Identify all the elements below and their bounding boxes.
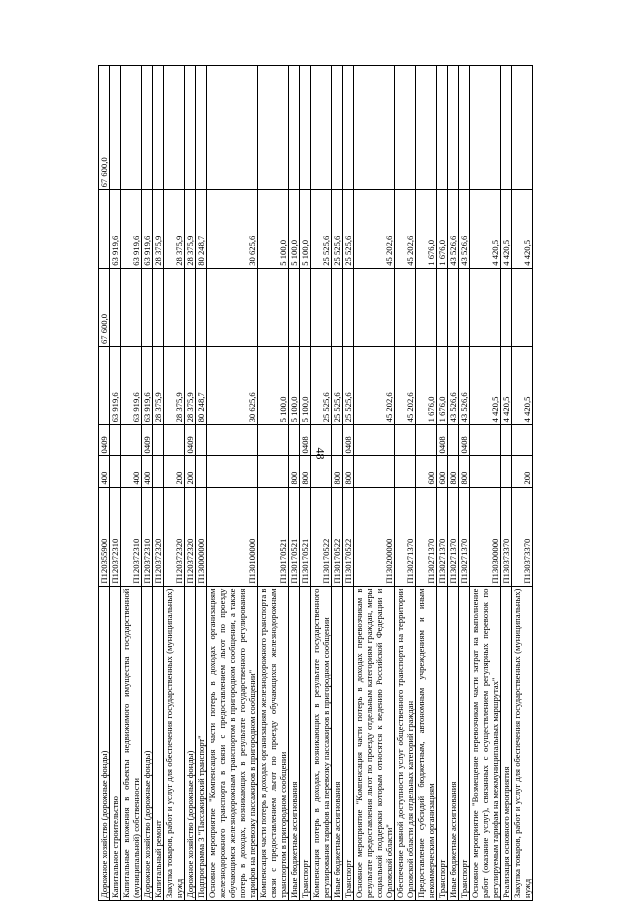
row-name-cell: Подпрограмма 3 "Пассажирский транспорт" xyxy=(196,586,207,900)
row-name-cell: Основное мероприятие "Возмещение перевозчикам части затрат на выполнение работ (оказание услуг), связанных с осуществлением регулярных перевозок по регулируемым тарифам на межмуниципальных маршрутах" xyxy=(470,586,501,900)
row-code-cell: П130271370 xyxy=(459,487,470,586)
row-code-cell: П120372310 xyxy=(110,487,121,586)
row-value4-cell xyxy=(153,66,164,190)
row-value4-cell xyxy=(185,66,196,190)
row-value4-cell xyxy=(354,66,395,190)
row-rz-cell xyxy=(395,425,416,456)
row-value3-cell: 63 919,6 xyxy=(142,190,153,268)
row-value2-cell xyxy=(416,268,437,346)
row-value1-cell: 1 676,0 xyxy=(416,347,437,425)
row-value4-cell xyxy=(311,66,332,190)
row-name-cell: Дорожное хозяйство (дорожные фонды) xyxy=(142,586,153,900)
row-name-cell: Иные бюджетные ассигнования xyxy=(448,586,459,900)
row-value2-cell xyxy=(258,268,289,346)
row-value4-cell xyxy=(343,66,354,190)
row-rz-cell xyxy=(354,425,395,456)
row-name-cell: Основное мероприятие "Компенсация части потерь в доходах перевозчикам в результате предоставления льгот по проезду отдельным категориям граждан, меры социальной поддержки которым относятся к ведению Российской Федерации и Орловской области" xyxy=(354,586,395,900)
table-row xyxy=(153,66,164,901)
row-rz-cell xyxy=(196,425,207,456)
budget-table-body xyxy=(99,66,533,901)
table-row xyxy=(416,66,437,901)
row-value3-cell: 80 248,7 xyxy=(196,190,207,268)
row-name-cell: Компенсация части потерь в доходах организациям железнодорожного транспорта в связи с предоставлением льгот по проезду обучающихся железнодорожным транспортом в пригородном сообщении xyxy=(258,586,289,900)
row-vr-cell xyxy=(207,456,258,487)
row-name-cell: Дорожное хозяйство (дорожные фонды) xyxy=(185,586,196,900)
row-value1-cell: 45 202,6 xyxy=(354,347,395,425)
row-value3-cell: 63 919,6 xyxy=(110,190,121,268)
table-row xyxy=(343,66,354,901)
row-name-cell: Транспорт xyxy=(300,586,311,900)
row-value4-cell xyxy=(459,66,470,190)
table-row xyxy=(395,66,416,901)
row-value2-cell xyxy=(121,268,142,346)
row-value4-cell xyxy=(110,66,121,190)
row-value2-cell xyxy=(289,268,300,346)
row-value2-cell xyxy=(153,268,164,346)
row-value1-cell: 63 919,6 xyxy=(142,347,153,425)
table-row xyxy=(289,66,300,901)
row-value1-cell: 4 420,5 xyxy=(470,347,501,425)
row-code-cell: П130200000 xyxy=(354,487,395,586)
row-value2-cell xyxy=(196,268,207,346)
row-name-cell: Предоставление субсидий бюджетным, автономным учреждениям и иным некоммерческим организациям xyxy=(416,586,437,900)
row-value2-cell xyxy=(448,268,459,346)
row-value2-cell xyxy=(470,268,501,346)
row-value4-cell xyxy=(207,66,258,190)
row-value3-cell: 63 919,6 xyxy=(121,190,142,268)
row-name-cell: Дорожное хозяйство (дорожные фонды) xyxy=(99,586,110,900)
row-vr-cell: 800 xyxy=(448,456,459,487)
row-value3-cell: 43 526,6 xyxy=(459,190,470,268)
row-vr-cell: 200 xyxy=(512,456,533,487)
row-value2-cell xyxy=(311,268,332,346)
row-value1-cell: 5 100,0 xyxy=(300,347,311,425)
row-vr-cell: 200 xyxy=(185,456,196,487)
row-value1-cell: 43 526,6 xyxy=(459,347,470,425)
row-rz-cell xyxy=(289,425,300,456)
row-rz-cell: 0409 xyxy=(99,425,110,456)
row-value2-cell xyxy=(354,268,395,346)
row-value4-cell xyxy=(164,66,185,190)
row-code-cell: П130170522 xyxy=(332,487,343,586)
row-rz-cell xyxy=(258,425,289,456)
table-row xyxy=(207,66,258,901)
row-value4-cell xyxy=(512,66,533,190)
row-value1-cell: 28 375,9 xyxy=(185,347,196,425)
row-vr-cell: 600 xyxy=(437,456,448,487)
row-vr-cell xyxy=(501,456,512,487)
row-name-cell: Основное мероприятие "Компенсация части потерь в доходах организациям железнодорожного транспорта в связи с предоставлением льгот по проезду обучающимся железнодорожным транспортом в пригородном сообщении, а также потерь в доходах, возникающих в результате государственного регулирования тарифов на перевозку пассажиров в пригородном сообщении" xyxy=(207,586,258,900)
row-rz-cell: 0409 xyxy=(185,425,196,456)
row-vr-cell xyxy=(311,456,332,487)
row-name-cell: Иные бюджетные ассигнования xyxy=(332,586,343,900)
row-value2-cell xyxy=(459,268,470,346)
row-name-cell: Иные бюджетные ассигнования xyxy=(289,586,300,900)
row-value3-cell: 45 202,6 xyxy=(354,190,395,268)
row-value4-cell xyxy=(121,66,142,190)
row-value2-cell xyxy=(332,268,343,346)
table-row xyxy=(121,66,142,901)
row-vr-cell: 800 xyxy=(343,456,354,487)
row-code-cell: П120372320 xyxy=(185,487,196,586)
table-row xyxy=(300,66,311,901)
row-rz-cell xyxy=(153,425,164,456)
row-name-cell: Капитальное строительство xyxy=(110,586,121,900)
row-value3-cell: 4 420,5 xyxy=(501,190,512,268)
row-value1-cell: 4 420,5 xyxy=(501,347,512,425)
row-rz-cell xyxy=(311,425,332,456)
row-vr-cell: 800 xyxy=(459,456,470,487)
row-vr-cell xyxy=(258,456,289,487)
table-row xyxy=(258,66,289,901)
row-value4-cell xyxy=(258,66,289,190)
row-rz-cell: 0408 xyxy=(437,425,448,456)
row-rz-cell: 0409 xyxy=(142,425,153,456)
row-vr-cell xyxy=(395,456,416,487)
row-name-cell: Закупка товаров, работ и услуг для обеспечения государственных (муниципальных) нужд xyxy=(164,586,185,900)
row-value2-cell xyxy=(142,268,153,346)
row-value1-cell: 63 919,6 xyxy=(110,347,121,425)
row-code-cell: П120372320 xyxy=(164,487,185,586)
row-vr-cell: 400 xyxy=(121,456,142,487)
row-value1-cell: 25 525,6 xyxy=(332,347,343,425)
row-code-cell: П120372310 xyxy=(142,487,153,586)
row-value1-cell: 25 525,6 xyxy=(343,347,354,425)
row-code-cell: П130100000 xyxy=(207,487,258,586)
row-vr-cell: 600 xyxy=(416,456,437,487)
row-name-cell: Транспорт xyxy=(459,586,470,900)
row-value1-cell: 25 525,6 xyxy=(311,347,332,425)
row-value2-cell xyxy=(164,268,185,346)
table-row xyxy=(501,66,512,901)
row-value2-cell xyxy=(300,268,311,346)
row-vr-cell: 800 xyxy=(300,456,311,487)
row-value2-cell xyxy=(343,268,354,346)
row-value3-cell: 1 676,0 xyxy=(416,190,437,268)
row-value1-cell: 4 420,5 xyxy=(512,347,533,425)
row-code-cell: П130271370 xyxy=(437,487,448,586)
row-code-cell: П130170522 xyxy=(311,487,332,586)
row-value4-cell xyxy=(437,66,448,190)
row-value3-cell: 28 375,9 xyxy=(153,190,164,268)
row-rz-cell xyxy=(501,425,512,456)
row-value3-cell: 25 525,6 xyxy=(332,190,343,268)
row-value1-cell: 28 375,9 xyxy=(164,347,185,425)
table-row xyxy=(164,66,185,901)
row-value3-cell: 5 100,0 xyxy=(289,190,300,268)
row-vr-cell xyxy=(196,456,207,487)
row-rz-cell xyxy=(512,425,533,456)
row-value4-cell xyxy=(289,66,300,190)
row-value2-cell xyxy=(207,268,258,346)
row-value3-cell: 43 526,6 xyxy=(448,190,459,268)
row-code-cell: П130271370 xyxy=(448,487,459,586)
row-rz-cell: 0408 xyxy=(343,425,354,456)
row-value4-cell xyxy=(501,66,512,190)
row-value3-cell xyxy=(99,190,110,268)
row-value2-cell xyxy=(512,268,533,346)
row-name-cell: Транспорт xyxy=(343,586,354,900)
budget-table xyxy=(98,65,533,901)
table-row xyxy=(311,66,332,901)
row-vr-cell: 800 xyxy=(332,456,343,487)
row-code-cell: П130170521 xyxy=(300,487,311,586)
row-code-cell: П130373370 xyxy=(501,487,512,586)
row-rz-cell xyxy=(332,425,343,456)
row-name-cell: Капитальный ремонт xyxy=(153,586,164,900)
row-value1-cell: 1 676,0 xyxy=(437,347,448,425)
row-value3-cell: 25 525,6 xyxy=(311,190,332,268)
row-value3-cell: 28 375,9 xyxy=(185,190,196,268)
row-vr-cell xyxy=(153,456,164,487)
row-value2-cell: 67 600,0 xyxy=(99,268,110,346)
row-value4-cell xyxy=(448,66,459,190)
row-value3-cell: 5 100,0 xyxy=(300,190,311,268)
row-value1-cell: 45 202,6 xyxy=(395,347,416,425)
row-value1-cell: 63 919,6 xyxy=(121,347,142,425)
row-value1-cell: 80 248,7 xyxy=(196,347,207,425)
table-row xyxy=(354,66,395,901)
row-value2-cell xyxy=(110,268,121,346)
table-row xyxy=(448,66,459,901)
table-row xyxy=(437,66,448,901)
table-row xyxy=(332,66,343,901)
row-value1-cell xyxy=(99,347,110,425)
table-row xyxy=(196,66,207,901)
row-rz-cell: 0408 xyxy=(300,425,311,456)
row-value3-cell: 4 420,5 xyxy=(512,190,533,268)
row-rz-cell xyxy=(416,425,437,456)
row-vr-cell xyxy=(470,456,501,487)
row-code-cell: П120355900 xyxy=(99,487,110,586)
row-value2-cell xyxy=(501,268,512,346)
row-code-cell: П130170522 xyxy=(343,487,354,586)
row-value3-cell: 5 100,0 xyxy=(258,190,289,268)
row-value2-cell xyxy=(395,268,416,346)
row-value4-cell xyxy=(416,66,437,190)
row-code-cell: П130170521 xyxy=(258,487,289,586)
row-name-cell: Капитальные вложения в объекты недвижимого имущества государственной (муниципальной) собственности xyxy=(121,586,142,900)
row-value4-cell xyxy=(332,66,343,190)
row-vr-cell: 400 xyxy=(142,456,153,487)
row-rz-cell xyxy=(470,425,501,456)
row-value2-cell xyxy=(185,268,196,346)
budget-table-sheet xyxy=(98,65,533,901)
row-value3-cell: 45 202,6 xyxy=(395,190,416,268)
row-value2-cell xyxy=(437,268,448,346)
row-code-cell: П130000000 xyxy=(196,487,207,586)
row-code-cell: П130373370 xyxy=(512,487,533,586)
row-vr-cell: 800 xyxy=(289,456,300,487)
row-vr-cell: 400 xyxy=(99,456,110,487)
row-vr-cell xyxy=(110,456,121,487)
row-name-cell: Реализация основного мероприятия xyxy=(501,586,512,900)
table-row xyxy=(512,66,533,901)
row-value1-cell: 5 100,0 xyxy=(258,347,289,425)
row-rz-cell xyxy=(448,425,459,456)
row-name-cell: Компенсация потерь в доходах, возникающих в результате государственного регулирования тарифов на перевозку пассажиров в пригородном сообщении xyxy=(311,586,332,900)
row-value1-cell: 43 526,6 xyxy=(448,347,459,425)
table-row xyxy=(185,66,196,901)
row-rz-cell xyxy=(121,425,142,456)
row-value3-cell: 28 375,9 xyxy=(164,190,185,268)
row-code-cell: П120372320 xyxy=(153,487,164,586)
row-value3-cell: 1 676,0 xyxy=(437,190,448,268)
row-value4-cell: 67 600,0 xyxy=(99,66,110,190)
row-rz-cell xyxy=(207,425,258,456)
row-vr-cell: 200 xyxy=(164,456,185,487)
row-rz-cell xyxy=(164,425,185,456)
row-rz-cell: 0408 xyxy=(459,425,470,456)
row-value4-cell xyxy=(300,66,311,190)
row-code-cell: П130271370 xyxy=(395,487,416,586)
table-row xyxy=(142,66,153,901)
table-row xyxy=(470,66,501,901)
row-value1-cell: 5 100,0 xyxy=(289,347,300,425)
table-row xyxy=(110,66,121,901)
row-value4-cell xyxy=(470,66,501,190)
table-row xyxy=(459,66,470,901)
row-name-cell: Закупка товаров, работ и услуг для обеспечения государственных (муниципальных) нужд xyxy=(512,586,533,900)
row-value3-cell: 4 420,5 xyxy=(470,190,501,268)
row-vr-cell xyxy=(354,456,395,487)
page-number: 48 xyxy=(313,447,328,460)
row-value4-cell xyxy=(395,66,416,190)
row-name-cell: Обеспечение равной доступности услуг общественного транспорта на территории Орловской области для отдельных категорий граждан xyxy=(395,586,416,900)
row-value4-cell xyxy=(142,66,153,190)
row-code-cell: П130300000 xyxy=(470,487,501,586)
table-row xyxy=(99,66,110,901)
row-name-cell: Транспорт xyxy=(437,586,448,900)
row-code-cell: П120372310 xyxy=(121,487,142,586)
row-code-cell: П130271370 xyxy=(416,487,437,586)
row-value1-cell: 28 375,9 xyxy=(153,347,164,425)
row-value1-cell: 30 625,6 xyxy=(207,347,258,425)
row-value3-cell: 25 525,6 xyxy=(343,190,354,268)
row-code-cell: П130170521 xyxy=(289,487,300,586)
row-rz-cell xyxy=(110,425,121,456)
row-value4-cell xyxy=(196,66,207,190)
row-value3-cell: 30 625,6 xyxy=(207,190,258,268)
